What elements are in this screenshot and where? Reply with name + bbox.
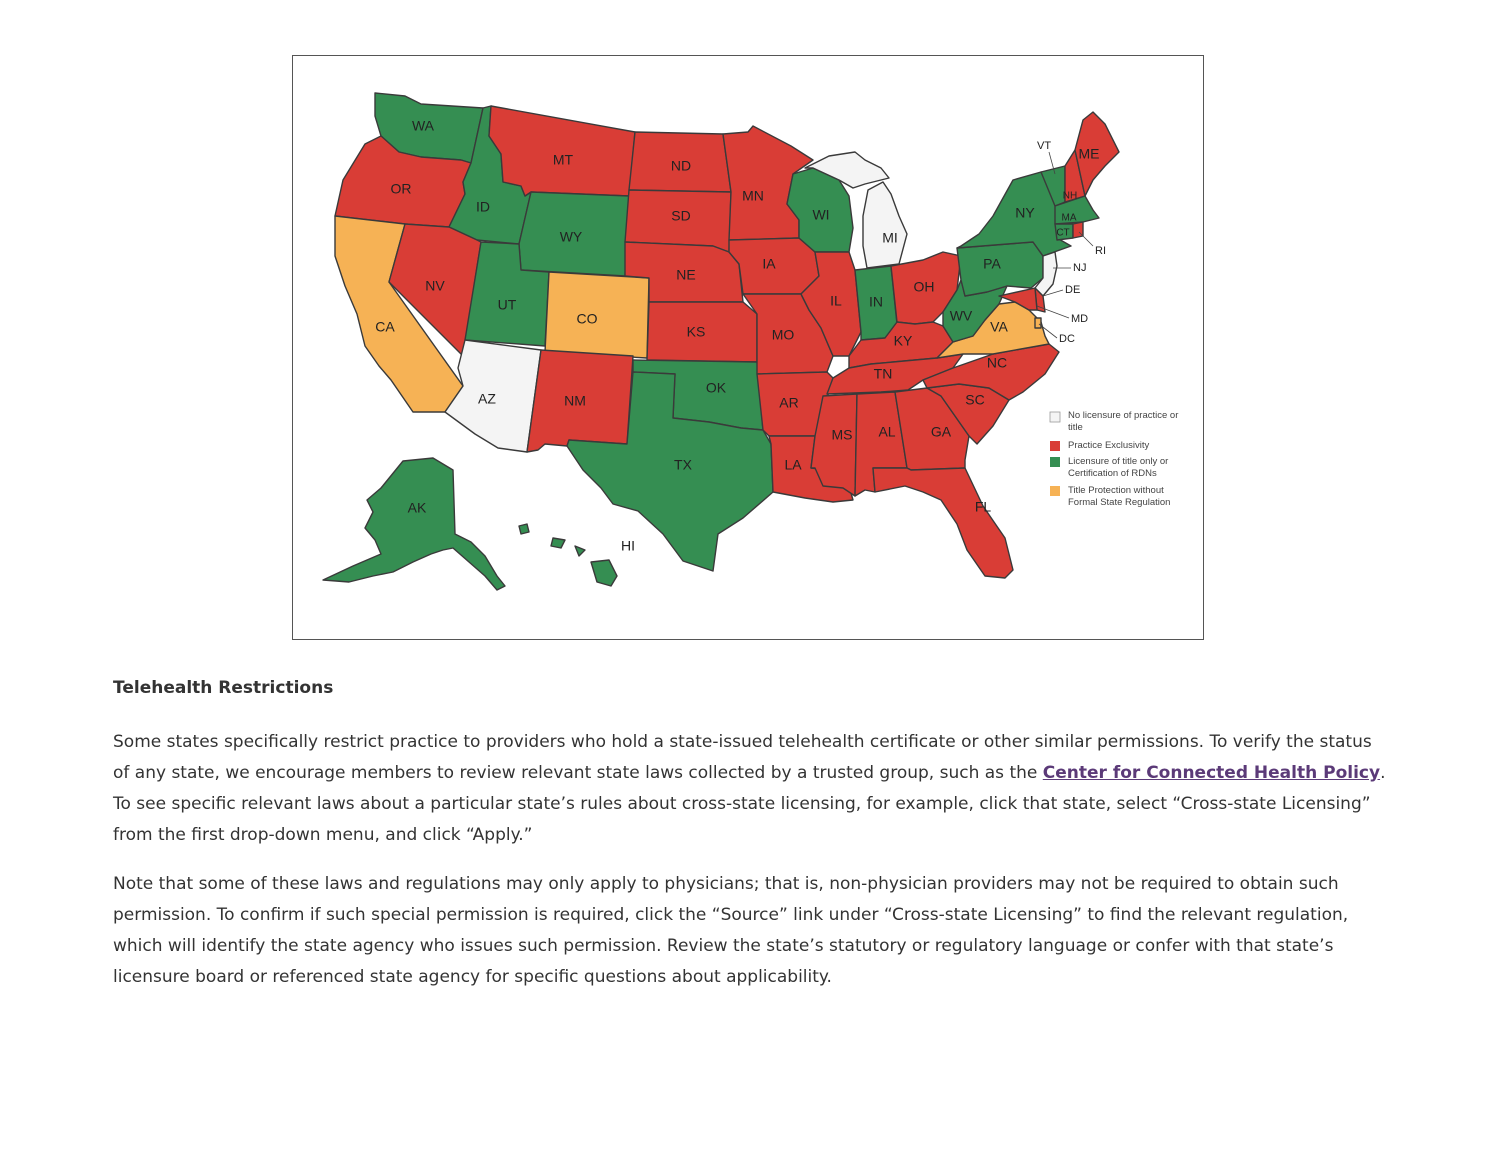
para1-text-start: Some states specifically restrict practice to providers who hold a state-issued telehealth certificate or other similar permissions. To verify the status of any state, we encourage members to review relevant state laws collected by a trusted group, such as the [113, 732, 1372, 783]
label-MI: MI [882, 229, 898, 246]
label-OK: OK [705, 379, 727, 396]
label-SC: SC [965, 391, 985, 408]
label-NV: NV [425, 277, 445, 294]
label-AL: AL [878, 423, 896, 440]
label-ND: ND [670, 157, 692, 174]
label-MO: MO [771, 326, 795, 343]
label-IA: IA [762, 255, 776, 272]
label-NY: NY [1015, 204, 1035, 221]
label-CT: CT [1056, 227, 1070, 239]
paragraph-telehealth-verify [113, 727, 1388, 851]
label-CA: CA [375, 318, 395, 335]
label-ID: ID [476, 198, 490, 215]
label-IL: IL [830, 292, 842, 309]
label-WY: WY [559, 228, 583, 245]
state-HI[interactable] [519, 524, 617, 586]
map-legend [1050, 410, 1178, 508]
legend-label-title-protection-2: Formal State Regulation [1068, 497, 1171, 508]
legend-label-title-only-2: Certification of RDNs [1068, 468, 1157, 479]
label-NJ: NJ [1073, 261, 1087, 274]
legend-label-title-only-1: Licensure of title only or [1068, 456, 1169, 467]
label-NE: NE [676, 266, 696, 283]
state-AK[interactable] [323, 458, 505, 590]
label-GA: GA [930, 423, 952, 440]
label-WA: WA [411, 117, 435, 134]
label-WI: WI [812, 206, 830, 223]
label-AZ: AZ [478, 390, 496, 407]
label-CO: CO [576, 310, 598, 327]
label-FL: FL [974, 498, 992, 515]
label-RI: RI [1095, 244, 1106, 257]
paragraph-permission-note: Note that some of these laws and regulations may only apply to physicians; that is, non-physician providers may not be required to obtain such permission. To confirm if such special permission is required, click the “Source” link under “Cross-state Licensing” to find the relevant regulation, which will identify the state agency who issues such permission. Review the state’s statutory or regulatory language or confer with that state’s licensure board or referenced state agency for specific questions about applicability. [113, 874, 1349, 987]
legend-swatch-title-protection [1050, 486, 1060, 496]
state-licensure-map [292, 55, 1204, 640]
label-NC: NC [986, 354, 1008, 371]
label-NM: NM [564, 392, 586, 409]
label-KY: KY [893, 332, 913, 349]
label-DE: DE [1065, 283, 1081, 296]
legend-label-title-protection-1: Title Protection without [1068, 485, 1164, 496]
cchp-link[interactable]: Center for Connected Health Policy [1042, 763, 1381, 783]
label-MT: MT [552, 151, 574, 168]
label-MN: MN [742, 187, 764, 204]
label-MD: MD [1071, 312, 1089, 325]
state-FL[interactable] [873, 468, 1013, 578]
section-heading: Telehealth Restrictions [113, 678, 334, 698]
label-HI: HI [621, 537, 635, 554]
label-OH: OH [913, 278, 935, 295]
label-OR: OR [390, 180, 412, 197]
label-LA: LA [784, 456, 802, 473]
label-AK: AK [407, 499, 427, 516]
label-IN: IN [869, 293, 883, 310]
para1-text-end: . To see specific relevant laws about a particular state’s rules about cross-state licensing, for example, click that state, select “Cross-state Licensing” from the first drop-down menu, and click “Apply.” [113, 763, 1386, 845]
label-VA: VA [990, 318, 1008, 335]
state-DC[interactable] [1035, 318, 1041, 328]
label-DC: DC [1059, 332, 1075, 345]
label-WV: WV [949, 307, 973, 324]
label-TN: TN [873, 365, 893, 382]
label-MS: MS [831, 426, 853, 443]
label-SD: SD [671, 207, 691, 224]
label-UT: UT [497, 296, 517, 313]
legend-label-none-1: No licensure of practice or [1068, 410, 1179, 421]
legend-swatch-title-only [1050, 457, 1060, 467]
label-NH: NH [1062, 190, 1078, 202]
label-TX: TX [674, 456, 692, 473]
legend-label-none-2: title [1068, 422, 1083, 433]
label-VT: VT [1037, 139, 1052, 152]
state-RI[interactable] [1073, 222, 1083, 238]
label-PA: PA [983, 255, 1001, 272]
leader-MD [1037, 306, 1069, 318]
label-MA: MA [1061, 212, 1077, 224]
leader-RI [1079, 232, 1093, 246]
legend-swatch-none [1050, 412, 1060, 422]
legend-label-exclusivity: Practice Exclusivity [1068, 440, 1150, 451]
legend-swatch-exclusivity [1050, 441, 1060, 451]
label-ME: ME [1078, 145, 1100, 162]
label-AR: AR [779, 394, 799, 411]
label-KS: KS [686, 323, 706, 340]
